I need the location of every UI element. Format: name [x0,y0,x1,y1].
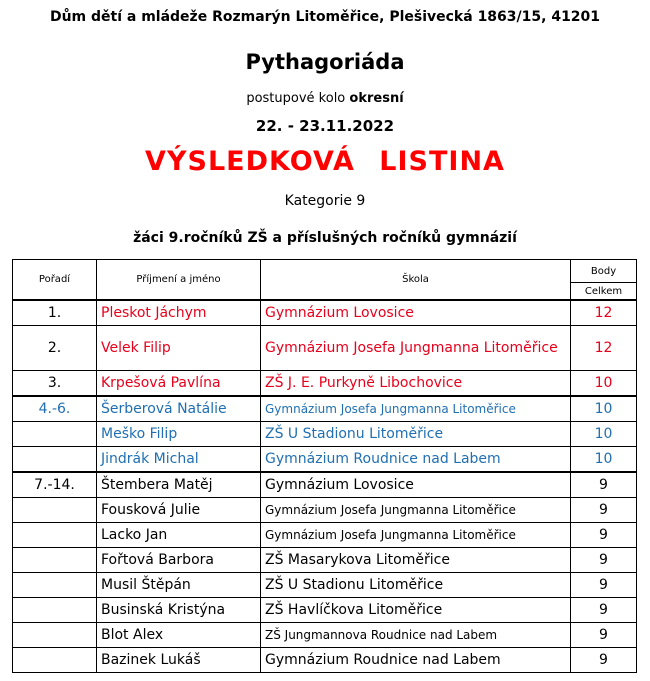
column-header-school: Škola [261,260,571,301]
school-cell: Gymnázium Josefa Jungmanna Litoměřice [261,396,571,422]
name-cell: Meško Filip [97,422,261,447]
points-cell: 9 [571,548,637,573]
rank-cell [13,498,97,523]
rank-cell [13,648,97,673]
rank-cell: 2. [13,326,97,371]
table-row [13,598,637,623]
school-cell: ZŠ U Stadionu Litoměřice [261,573,571,598]
column-header-points: Body [571,260,637,283]
name-cell: Šerberová Natálie [97,396,261,422]
points-cell: 12 [571,326,637,371]
school-cell: ZŠ J. E. Purkyně Libochovice [261,371,571,397]
rank-cell [13,523,97,548]
rank-cell: 7.-14. [13,472,97,498]
table-row [13,396,637,422]
round-prefix: postupové kolo [246,91,346,106]
points-cell: 9 [571,523,637,548]
school-cell: Gymnázium Lovosice [261,300,571,326]
points-cell: 9 [571,472,637,498]
table-row [13,573,637,598]
table-row [13,447,637,473]
school-cell: Gymnázium Josefa Jungmanna Litoměřice [261,498,571,523]
column-header-total: Celkem [571,283,637,301]
points-cell: 10 [571,422,637,447]
points-cell: 9 [571,648,637,673]
table-row [13,498,637,523]
rank-cell [13,623,97,648]
name-cell: Jindrák Michal [97,447,261,473]
table-row [13,623,637,648]
competition-dates: 22. - 23.11.2022 [255,117,395,135]
rank-cell: 3. [13,371,97,397]
school-cell: ZŠ Jungmannova Roudnice nad Labem [261,623,571,648]
school-cell: Gymnázium Roudnice nad Labem [261,648,571,673]
column-header-name: Příjmení a jméno [97,260,261,301]
results-table [12,259,637,673]
column-header-rank: Pořadí [13,260,97,301]
table-row [13,648,637,673]
table-row [13,548,637,573]
name-cell: Fousková Julie [97,498,261,523]
name-cell: Lacko Jan [97,523,261,548]
table-row [13,300,637,326]
points-cell: 10 [571,396,637,422]
name-cell: Fořtová Barbora [97,548,261,573]
table-row [13,523,637,548]
points-cell: 9 [571,498,637,523]
round-level: okresní [349,91,404,106]
name-cell: Velek Filip [97,326,261,371]
rank-cell [13,447,97,473]
school-cell: Gymnázium Josefa Jungmanna Litoměřice [261,523,571,548]
school-cell: Gymnázium Roudnice nad Labem [261,447,571,473]
points-cell: 12 [571,300,637,326]
table-row [13,472,637,498]
table-row [13,326,637,371]
name-cell: Blot Alex [97,623,261,648]
rank-cell [13,573,97,598]
name-cell: Pleskot Jáchym [97,300,261,326]
round-info [0,91,650,106]
points-cell: 10 [571,447,637,473]
school-cell: ZŠ Masarykova Litoměřice [261,548,571,573]
school-cell: ZŠ U Stadionu Litoměřice [261,422,571,447]
document-title: VÝSLEDKOVÁ LISTINA [145,146,505,177]
rank-cell [13,548,97,573]
rank-cell: 1. [13,300,97,326]
rank-cell: 4.-6. [13,396,97,422]
name-cell: Musil Štěpán [97,573,261,598]
points-cell: 9 [571,598,637,623]
table-row [13,371,637,397]
category-description: žáci 9.ročníků ZŠ a příslušných ročníků gymnázií [133,230,517,246]
points-cell: 10 [571,371,637,397]
category-label: Kategorie 9 [284,193,366,209]
school-cell: Gymnázium Lovosice [261,472,571,498]
school-cell: Gymnázium Josefa Jungmanna Litoměřice [261,326,571,371]
school-cell: ZŠ Havlíčkova Litoměřice [261,598,571,623]
name-cell: Štembera Matěj [97,472,261,498]
name-cell: Krpešová Pavlína [97,371,261,397]
points-cell: 9 [571,573,637,598]
name-cell: Businská Kristýna [97,598,261,623]
organization-address: Dům dětí a mládeže Rozmarýn Litoměřice, Plešivecká 1863/15, 41201 [49,9,601,25]
table-row [13,422,637,447]
rank-cell [13,422,97,447]
competition-title: Pythagoriáda [245,50,405,74]
points-cell: 9 [571,623,637,648]
name-cell: Bazinek Lukáš [97,648,261,673]
rank-cell [13,598,97,623]
